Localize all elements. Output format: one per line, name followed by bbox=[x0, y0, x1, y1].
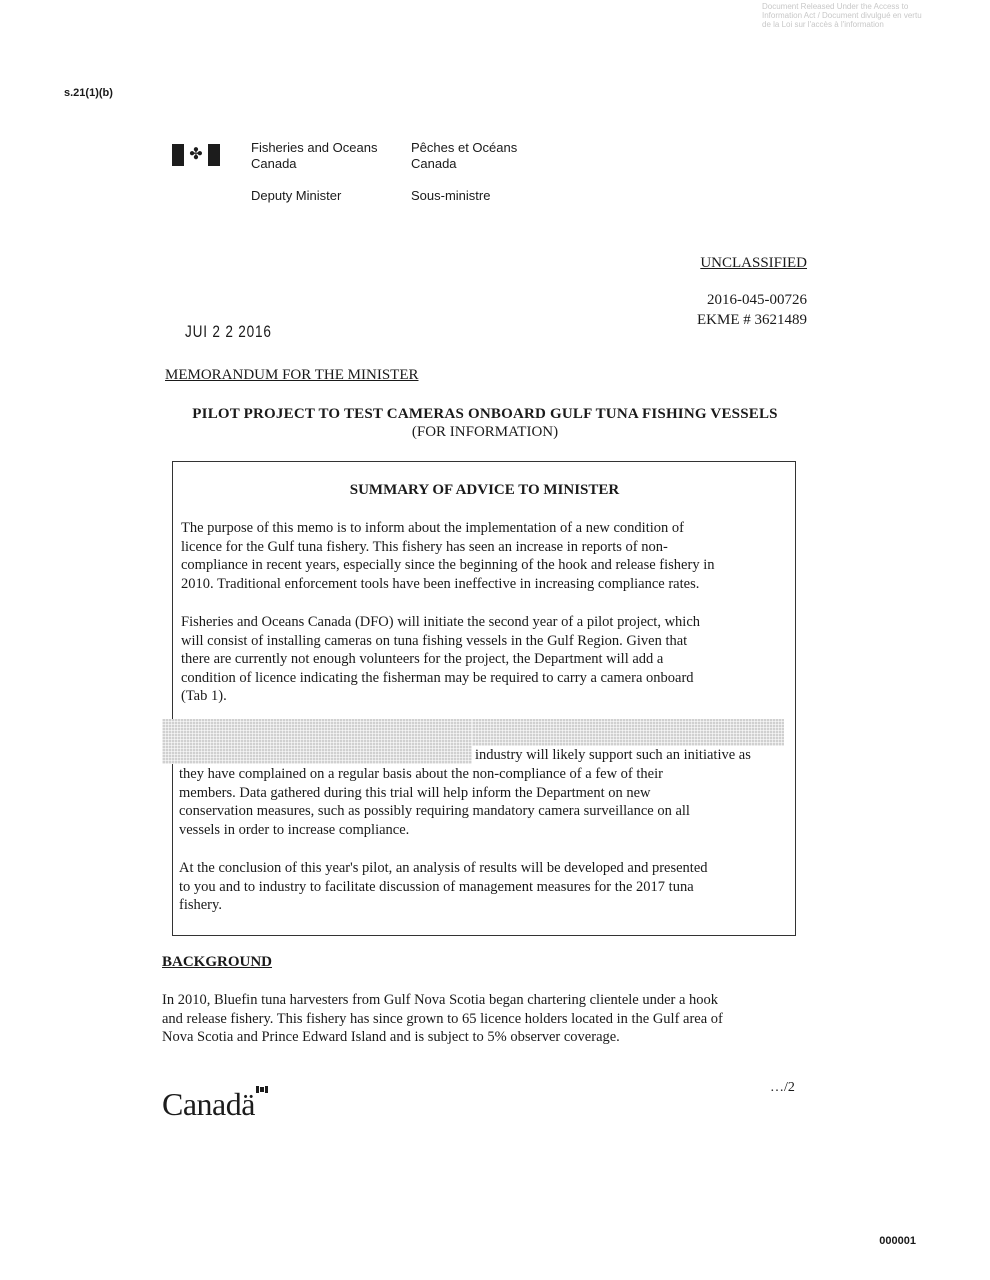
text-line: will consist of installing cameras on tuna fishing vessels in the Gulf Region. Given that bbox=[181, 632, 688, 649]
letterhead-english-title: Deputy Minister bbox=[251, 188, 342, 203]
section-reference: s.21(1)(b) bbox=[64, 87, 113, 99]
release-stamp-line: Document Released Under the Access to bbox=[762, 2, 909, 11]
letterhead-text: Fisheries and Oceans bbox=[251, 140, 378, 155]
text-line: members. Data gathered during this trial will help inform the Department on new bbox=[179, 784, 651, 801]
text-line: In 2010, Bluefin tuna harvesters from Gulf Nova Scotia began chartering clientele under a hook bbox=[162, 992, 719, 1008]
ekme-number: EKME # 3621489 bbox=[697, 312, 807, 328]
summary-paragraph-1 bbox=[181, 519, 714, 593]
text-line: At the conclusion of this year's pilot, an analysis of results will be developed and presented bbox=[179, 860, 708, 876]
letterhead-french-title: Sous-ministre bbox=[411, 188, 491, 203]
file-number: 2016-045-00726 bbox=[707, 292, 807, 308]
text-line: there are currently not enough volunteers for the project, the Department will add a bbox=[181, 651, 664, 667]
summary-paragraph-4 bbox=[179, 859, 708, 915]
canada-flag-icon: ✤ bbox=[172, 144, 220, 166]
date-stamp: JUI 2 2 2016 bbox=[185, 322, 272, 341]
background-heading: BACKGROUND bbox=[162, 954, 273, 970]
summary-paragraph-3-lead: industry will likely support such an initiative as bbox=[475, 747, 751, 763]
canada-wordmark: Canadä bbox=[162, 1086, 255, 1122]
memo-recipient: MEMORANDUM FOR THE MINISTER bbox=[165, 367, 419, 383]
letterhead-text: Pêches et Océans bbox=[411, 140, 518, 155]
text-line: Fisheries and Oceans Canada (DFO) will initiate the second year of a pilot project, which bbox=[181, 614, 701, 630]
memo-subtitle: (FOR INFORMATION) bbox=[411, 424, 559, 440]
release-stamp-line: Information Act / Document divulgué en vertu bbox=[762, 11, 922, 20]
text-line: fishery. bbox=[179, 897, 222, 913]
text-line: to you and to industry to facilitate discussion of management measures for the 2017 tuna bbox=[179, 878, 694, 895]
text-line: (Tab 1). bbox=[181, 688, 227, 704]
text-line: compliance in recent years, especially since the beginning of the hook and release fishery in bbox=[181, 557, 715, 573]
letterhead-english-org bbox=[251, 140, 377, 172]
letterhead-french-org bbox=[411, 140, 517, 172]
redaction-block bbox=[472, 719, 784, 746]
text-line: and release fishery. This fishery has since grown to 65 licence holders located in the Gulf area of bbox=[162, 1010, 723, 1027]
release-stamp-line: de la Loi sur l'accès à l'information bbox=[762, 20, 884, 29]
text-line: vessels in order to increase compliance. bbox=[179, 821, 410, 838]
summary-heading: SUMMARY OF ADVICE TO MINISTER bbox=[349, 482, 620, 498]
redaction-block bbox=[162, 719, 472, 764]
text-line: Nova Scotia and Prince Edward Island and is subject to 5% observer coverage. bbox=[162, 1029, 620, 1045]
text-line: 2010. Traditional enforcement tools have been ineffective in increasing compliance rates. bbox=[181, 575, 700, 592]
release-stamp bbox=[762, 2, 972, 29]
text-line: they have complained on a regular basis about the non-compliance of a few of their bbox=[179, 766, 663, 782]
letterhead-text: Canada bbox=[251, 156, 297, 171]
text-line: conservation measures, such as possibly requiring mandatory camera surveillance on all bbox=[179, 803, 690, 819]
page-number: 000001 bbox=[879, 1235, 916, 1247]
page-continuation: …/2 bbox=[770, 1080, 795, 1095]
letterhead-text: Canada bbox=[411, 156, 457, 171]
text-line: condition of licence indicating the fisherman may be required to carry a camera onboard bbox=[181, 669, 694, 686]
summary-paragraph-2 bbox=[181, 613, 700, 706]
memo-title: PILOT PROJECT TO TEST CAMERAS ONBOARD GULF TUNA FISHING VESSELS bbox=[192, 406, 778, 422]
wordmark-flag-icon bbox=[256, 1086, 268, 1095]
text-line: The purpose of this memo is to inform about the implementation of a new condition of bbox=[181, 520, 684, 536]
background-paragraph bbox=[162, 991, 723, 1047]
text-line: licence for the Gulf tuna fishery. This fishery has seen an increase in reports of non- bbox=[181, 538, 668, 555]
classification-label: UNCLASSIFIED bbox=[700, 255, 807, 271]
summary-paragraph-3 bbox=[179, 765, 690, 839]
